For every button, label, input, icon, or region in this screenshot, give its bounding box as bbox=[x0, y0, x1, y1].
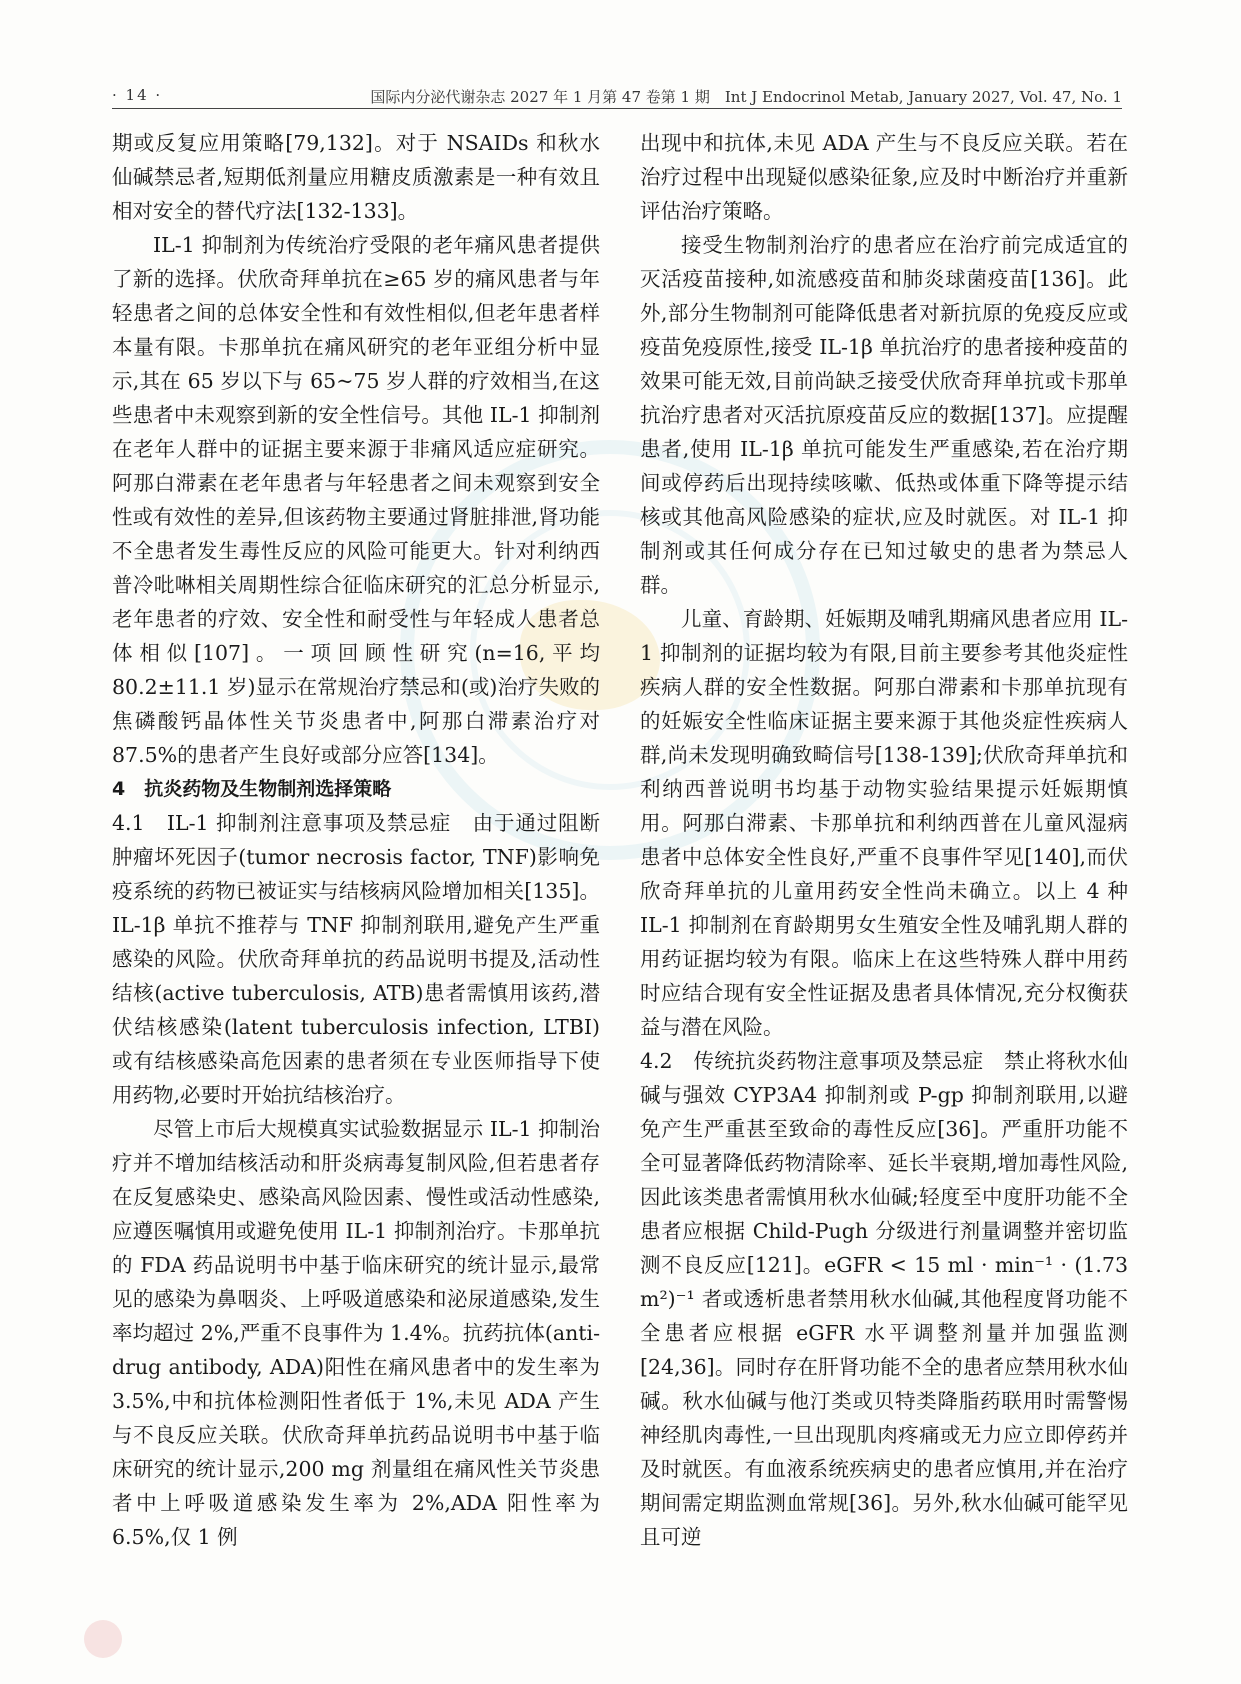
right-column bbox=[640, 126, 1128, 1646]
journal-citation: 国际内分泌代谢杂志 2027 年 1 月第 47 卷第 1 期 Int J Endocrinol Metab, January 2027, Vol. 47, No. 1 bbox=[370, 88, 1122, 106]
subsection-paragraph: 4.2 传统抗炎药物注意事项及禁忌症 禁止将秋水仙碱与强效 CYP3A4 抑制剂或 P-gp 抑制剂联用,以避免产生严重甚至致命的毒性反应[36]。严重肝功能不全可显著降低药物清除率、延长半衰期,增加毒性风险,因此该类患者需慎用秋水仙碱;轻度至中度肝功能不全患者应根据 Child-Pugh 分级进行剂量调整并密切监测不良反应[121]。eGFR < 15 ml · min⁻¹ · (1.73 m²)⁻¹ 者或透析患者禁用秋水仙碱,其他程度肾功能不全患者应根据 eGFR 水平调整剂量并加强监测[24,36]。同时存在肝肾功能不全的患者应禁用秋水仙碱。秋水仙碱与他汀类或贝特类降脂药联用时需警惕神经肌肉毒性,一旦出现肌肉疼痛或无力应立即停药并及时就医。有血液系统疾病史的患者应慎用,并在治疗期间需定期监测血常规[36]。另外,秋水仙碱可能罕见且可逆 bbox=[640, 1049, 1128, 1549]
paragraph: IL-1 抑制剂为传统治疗受限的老年痛风患者提供了新的选择。伏欣奇拜单抗在≥65 岁的痛风患者与年轻患者之间的总体安全性和有效性相似,但老年患者样本量有限。卡那单抗在痛风研究的老年亚组分析中显示,其在 65 岁以下与 65~75 岁人群的疗效相当,在这些患者中未观察到新的安全性信号。其他 IL-1 抑制剂在老年人群中的证据主要来源于非痛风适应症研究。阿那白滞素在老年患者与年轻患者之间未观察到安全性或有效性的差异,但该药物主要通过肾脏排泄,肾功能不全患者发生毒性反应的风险可能更大。针对利纳西普冷吡啉相关周期性综合征临床研究的汇总分析显示,老年患者的疗效、安全性和耐受性与年轻成人患者总体相似[107]。一项回顾性研究(n=16,平均 80.2±11.1 岁)显示在常规治疗禁忌和(或)治疗失败的焦磷酸钙晶体性关节炎患者中,阿那白滞素治疗对 87.5%的患者产生良好或部分应答[134]。 bbox=[112, 233, 600, 767]
paragraph: 尽管上市后大规模真实试验数据显示 IL-1 抑制治疗并不增加结核活动和肝炎病毒复制风险,但若患者存在反复感染史、感染高风险因素、慢性或活动性感染,应遵医嘱慎用或避免使用 IL-1 抑制剂治疗。卡那单抗的 FDA 药品说明书中基于临床研究的统计显示,最常见的感染为鼻咽炎、上呼吸道感染和泌尿道感染,发生率均超过 2%,严重不良事件为 1.4%。抗药抗体(anti-drug antibody, ADA)阳性在痛风患者中的发生率为 3.5%,中和抗体检测阳性者低于 1%,未见 ADA 产生与不良反应关联。伏欣奇拜单抗药品说明书中基于临床研究的统计显示,200 mg 剂量组在痛风性关节炎患者中上呼吸道感染发生率为 2%,ADA 阳性率为 6.5%,仅 1 例 bbox=[112, 1117, 600, 1549]
paragraph: 儿童、育龄期、妊娠期及哺乳期痛风患者应用 IL-1 抑制剂的证据均较为有限,目前主要参考其他炎症性疾病人群的安全性数据。阿那白滞素和卡那单抗现有的妊娠安全性临床证据主要来源于其他炎症性疾病人群,尚未发现明确致畸信号[138-139];伏欣奇拜单抗和利纳西普说明书均基于动物实验结果提示妊娠期慎用。阿那白滞素、卡那单抗和利纳西普在儿童风湿病患者中总体安全性良好,严重不良事件罕见[140],而伏欣奇拜单抗的儿童用药安全性尚未确立。以上 4 种 IL-1 抑制剂在育龄期男女生殖安全性及哺乳期人群的用药证据均较为有限。临床上在这些特殊人群中用药时应结合现有安全性证据及患者具体情况,充分权衡获益与潜在风险。 bbox=[640, 607, 1128, 1039]
paragraph: 期或反复应用策略[79,132]。对于 NSAIDs 和秋水仙碱禁忌者,短期低剂量应用糖皮质激素是一种有效且相对安全的替代疗法[132-133]。 bbox=[112, 131, 600, 223]
paragraph: 接受生物制剂治疗的患者应在治疗前完成适宜的灭活疫苗接种,如流感疫苗和肺炎球菌疫苗[136]。此外,部分生物制剂可能降低患者对新抗原的免疫反应或疫苗免疫原性,接受 IL-1β 单抗治疗的患者接种疫苗的效果可能无效,目前尚缺乏接受伏欣奇拜单抗或卡那单抗治疗患者对灭活抗原疫苗反应的数据[137]。应提醒患者,使用 IL-1β 单抗可能发生严重感染,若在治疗期间或停药后出现持续咳嗽、低热或体重下降等提示结核或其他高风险感染的症状,应及时就医。对 IL-1 抑制剂或其任何成分存在已知过敏史的患者为禁忌人群。 bbox=[640, 233, 1128, 597]
paragraph: 出现中和抗体,未见 ADA 产生与不良反应关联。若在治疗过程中出现疑似感染征象,应及时中断治疗并重新评估治疗策略。 bbox=[640, 131, 1128, 223]
section-heading: 4 抗炎药物及生物制剂选择策略 bbox=[112, 778, 392, 800]
subsection-paragraph: 4.1 IL-1 抑制剂注意事项及禁忌症 由于通过阻断肿瘤坏死因子(tumor necrosis factor, TNF)影响免疫系统的药物已被证实与结核病风险增加相关[135]。IL-1β 单抗不推荐与 TNF 抑制剂联用,避免产生严重感染的风险。伏欣奇拜单抗的药品说明书提及,活动性结核(active tuberculosis, ATB)患者需慎用该药,潜伏结核感染(latent tuberculosis infection, LTBI)或有结核感染高危因素的患者须在专业医师指导下使用药物,必要时开始抗结核治疗。 bbox=[112, 811, 600, 1107]
page-number: · 14 · bbox=[112, 86, 163, 104]
header-rule bbox=[112, 108, 1122, 109]
running-header bbox=[112, 86, 1122, 108]
left-column bbox=[112, 126, 600, 1646]
